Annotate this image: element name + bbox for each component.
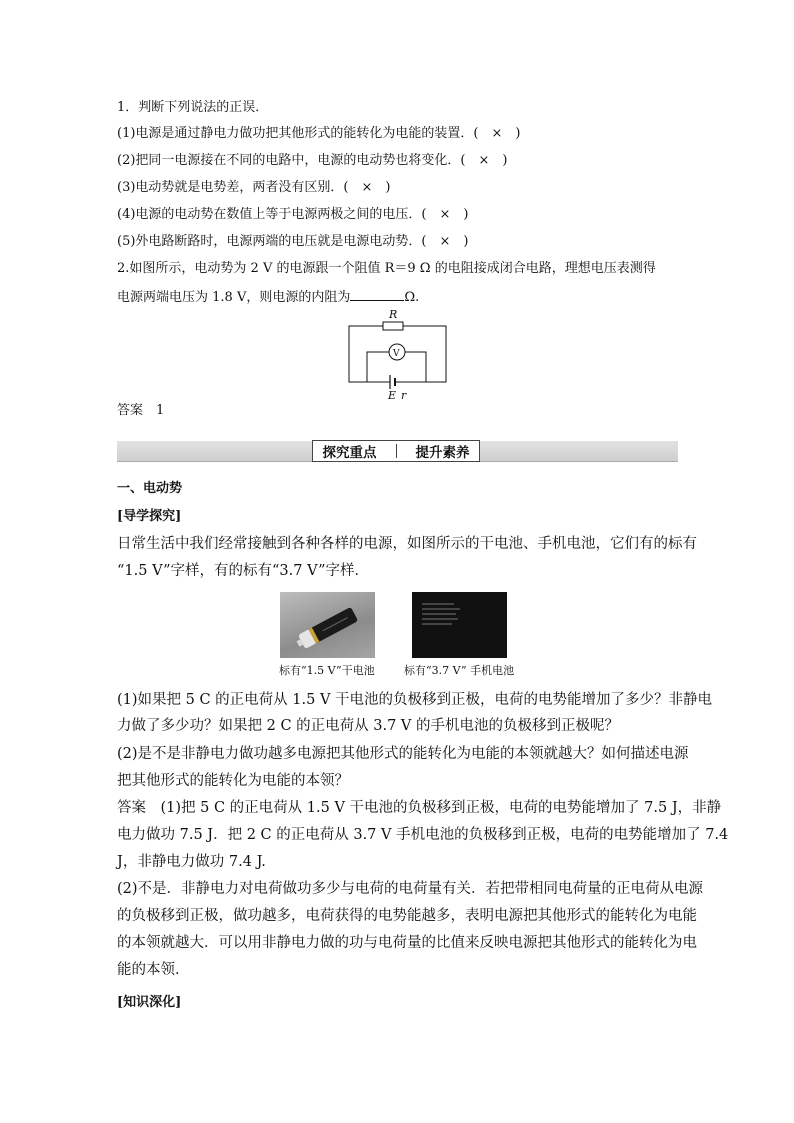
deepen-tag: [知识深化] — [117, 995, 182, 1010]
banner-left-text: 探究重点 — [322, 445, 377, 461]
q1-item-5: (5)外电路断路时，电源两端的电压就是电源电动势．( × ) — [117, 234, 469, 249]
resistor-label: R — [389, 308, 398, 321]
answer-2-line-1: (2)不是．非静电力对电荷做功多少与电荷的电荷量有关．若把带相同电荷量的正电荷从电源 — [117, 881, 704, 897]
banner-right-text: 提升素养 — [415, 445, 470, 461]
resistor-symbol — [383, 322, 403, 330]
q1-item-2: (2)把同一电源接在不同的电路中，电源的电动势也将变化．( × ) — [117, 153, 508, 168]
section-banner — [312, 440, 480, 462]
q1-item-3: (3)电动势就是电势差，两者没有区别．( × ) — [117, 180, 391, 195]
banner-divider — [396, 444, 397, 458]
q1-title: 1．判断下列说法的正误． — [117, 100, 269, 115]
caption-phone-battery: 标有“3.7 V” 手机电池 — [404, 664, 515, 677]
guide-tag: [导学探究] — [117, 509, 182, 524]
question-1-line-2: 力做了多少功？如果把 2 C 的正电荷从 3.7 V 的手机电池的负极移到正极呢？ — [117, 718, 620, 734]
answer-1-line-2: 电力做功 7.5 J．把 2 C 的正电荷从 3.7 V 手机电池的负极移到正极，电荷的电势能增加了 7.4 — [117, 827, 729, 843]
answer-blank — [350, 288, 404, 301]
q2-line-1: 2.如图所示，电动势为 2 V 的电源跟一个阻值 R＝9 Ω 的电阻接成闭合电路，理想电压表测得 — [117, 261, 656, 276]
question-1-line-1: (1)如果把 5 C 的正电荷从 1.5 V 干电池的负极移到正极，电荷的电势能增加了多少？非静电 — [117, 692, 713, 708]
question-2-line-2: 把其他形式的能转化为电能的本领？ — [117, 773, 349, 789]
question-2-line-1: (2)是不是非静电力做功越多电源把其他形式的能转化为电能的本领就越大？如何描述电源 — [117, 746, 689, 762]
internal-resistance-label: r — [401, 389, 407, 400]
section-heading: 一、电动势 — [117, 481, 183, 496]
answer-2-line-4: 能的本领． — [117, 962, 190, 978]
q2-line-2 — [117, 288, 419, 306]
intro-line-1: 日常生活中我们经常接触到各种各样的电源，如图所示的干电池、手机电池，它们有的标有 — [117, 536, 697, 552]
voltmeter-label: V — [393, 349, 400, 359]
answer-2-line-3: 的本领就越大．可以用非静电力做的功与电荷量的比值来反映电源把其他形式的能转化为电 — [117, 935, 697, 951]
phone-battery-photo — [412, 592, 507, 658]
answer-1-line-3: J，非静电力做功 7.4 J. — [117, 854, 266, 870]
q2-answer: 答案 1 — [117, 403, 165, 418]
dry-battery-photo — [280, 592, 375, 658]
intro-line-2: “1.5 V”字样，有的标有“3.7 V”字样． — [117, 563, 369, 579]
q2-line-2-text: 电源两端电压为 1.8 V，则电源的内阻为 — [117, 290, 351, 305]
q1-item-1: (1)电源是通过静电力做功把其他形式的能转化为电能的装置．( × ) — [117, 126, 521, 141]
emf-label: E — [388, 389, 397, 400]
answer-2-line-2: 的负极移到正极，做功越多，电荷获得的电势能越多，表明电源把其他形式的能转化为电能 — [117, 908, 697, 924]
circuit-diagram — [340, 308, 455, 400]
answer-1-line-1: 答案 (1)把 5 C 的正电荷从 1.5 V 干电池的负极移到正极，电荷的电势能增加了 7.5 J，非静 — [117, 800, 722, 816]
caption-dry-battery: 标有“1.5 V”干电池 — [279, 664, 375, 677]
q1-item-4: (4)电源的电动势在数值上等于电源两极之间的电压．( × ) — [117, 207, 469, 222]
q2-line-2-unit: Ω. — [404, 290, 420, 305]
